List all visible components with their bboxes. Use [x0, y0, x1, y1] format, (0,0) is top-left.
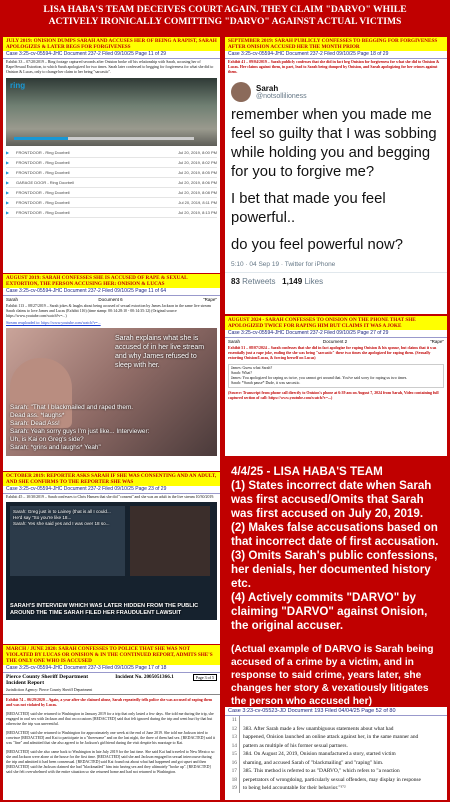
line-text: happened, Onision launched an online attack against her, in the same manner and [243, 734, 419, 740]
case-citation: Case 3:25-cv-05594-JHC Document 237-2 Filed 09/10/25 Page 11 of 29 [3, 51, 220, 59]
ring-event-date: Jul 20, 2019, 8:05 PM [178, 170, 217, 175]
transcript-line: James: You apologized for raping us twice, you cannot get around that. You've said sorry for raping us two times. [231, 376, 408, 380]
tweet-text-2: I bet that made you feel powerful.. [231, 191, 386, 226]
summary-heading: 4/4/25 - LISA HABA'S TEAM [231, 465, 383, 478]
report-paragraph: [REDACTED] said she returned to Washington for approximately one week at the end of June 2019. She told me Jackson tried to convince [REDACTED] and Kai to participate in a "threesome" and on the last night, the three of them had sex. [REDACTED] said it was "fine" and admitted that she also agreed to be Jackson's girlfriend during the visit despite his marriage to Kai. [6, 731, 216, 745]
filing-line [225, 776, 447, 785]
filing-line [225, 759, 447, 768]
case-citation: Case 3:25-cv-05594-JHC Document 237-2 Filed 09/10/25 Page 11 of 64 [3, 288, 220, 296]
summary-list [225, 463, 450, 635]
ring-camera-name: FRONTDOOR - Ring Doorbell [16, 170, 70, 175]
retweet-count: 83 [231, 277, 240, 286]
ring-event-date: Jul 20, 2019, 8:00 PM [178, 150, 217, 155]
filing-line [225, 716, 447, 725]
line-number: 15 [225, 750, 240, 759]
exhibit-text: Exhibit 33 – 07/20/2019 – Ring footage captured seconds after Onision broke off his relationship with Sarah, accusing her of Rape/Sexual Extortion, to which Sarah apologized for two times. Sarah later confessed to begging for forgiveness for what she did to Onision & Lucas, only to change her claim to her being "sarcastic". [6, 60, 214, 74]
ring-camera-frame [6, 78, 217, 146]
row-term: "Rape" [430, 339, 444, 344]
exhibit-text: Exhibit 41 – 09/04/2019 – Sarah publicly confesses that she did in fact beg Onision for forgiveness for what she did to Onision & Lucas. Her claims against them, in part, lead to Sarah being dumped by Onision, and Sarah apologizing for her crimes against them. [228, 60, 440, 74]
line-number: 18 [225, 776, 240, 785]
document-row [225, 338, 447, 345]
page-title [0, 0, 450, 36]
exhibit-text: Exhibit 45 – 10/30/2019 – Sarah confesses to Chris Hansen that she did "consent" and she was an adult in the live stream 10/30/2019. [6, 495, 215, 499]
video-progress-bar[interactable] [14, 137, 194, 140]
filing-lines [225, 716, 447, 793]
panel-header: JULY 2019: ONISION DUMPS SARAH AND ACCUSES HER OF BEING A RAPIST, SARAH APOLOGIZES & LATER BEGS FOR FORGIVENESS [3, 37, 220, 51]
title-line-2: ACTIVELY IRONICALLY COMITTING "DARVO" AGAINST ACTUAL VICTIMS [48, 16, 402, 27]
transcript-line: Sarah: *Sarah pause* Dude, it was sarcastic. [231, 381, 301, 385]
call-transcript [228, 364, 444, 388]
ring-event-row[interactable] [6, 158, 217, 168]
panel-header: OCTOBER 2019: REPORTER ASKS SARAH IF SHE WAS CONSENTING AND AN ADULT, AND SHE CONFIRMS TO THE REPORTER SHE WAS [3, 472, 220, 486]
agency-line: Jurisdiction Agency: Pierce County Sheriff Department [3, 687, 220, 695]
transcript-line: James: Guess what Sarah? [231, 366, 273, 370]
filing-line [225, 725, 447, 734]
play-icon: ▶ [6, 160, 10, 165]
line-text: 384. On August 24, 2019, Onision manufactured a story, started victim [243, 751, 396, 757]
tweet-handle[interactable]: @notsollilioness [256, 93, 307, 100]
case-citation: Case 3:25-cv-05594-JHC Document 237-2 Filed 09/10/25 Page 27 of 29 [225, 330, 447, 338]
ring-event-list [6, 148, 217, 218]
livestream-frame [6, 328, 217, 456]
line-number: 19 [225, 784, 240, 793]
summary-point: (3) Omits Sarah's public confessions, her denials, her documented history etc. [231, 549, 438, 590]
ring-event-row[interactable] [6, 148, 217, 158]
filing-line [225, 733, 447, 742]
line-text: perpetrators of wrongdoing, particularly sexual offenders, may display in response [243, 776, 421, 783]
panel-march-june-2020 [3, 645, 220, 800]
ring-camera-name: GARAGE DOOR - Ring Doorbell [16, 180, 75, 185]
avatar[interactable] [231, 82, 251, 102]
ring-camera-name: FRONTDOOR - Ring Doorbell [16, 200, 70, 205]
row-name: Sarah [228, 339, 241, 344]
case-citation: Case 3:25-cv-05594-JHC Document 237-3 Filed 09/10/25 Page 17 of 18 [3, 665, 220, 673]
panel-august-2024 [225, 316, 447, 456]
play-icon: ▶ [6, 190, 10, 195]
case-citation: Case 3:23-cv-05523-JD Document 193 Filed 04/04/25 Page 52 of 80 [225, 707, 447, 716]
document-row [3, 296, 220, 303]
darvo-definition: (Actual example of DARVO is Sarah being accused of a crime by a victim, and in response to said crime, years later, she changes her story & vexatiously litigates the person who accused her) [231, 644, 434, 707]
ring-event-date: Jul 20, 2019, 8:08 PM [178, 190, 217, 195]
ring-event-row[interactable] [6, 198, 217, 208]
ring-event-date: Jul 20, 2019, 8:13 PM [178, 210, 217, 215]
tweet-text-3: do you feel powerful now? [231, 237, 403, 253]
report-title: Pierce County Sheriff Department Incident Report [6, 674, 89, 686]
line-number: 13 [225, 733, 240, 742]
tweet-author [225, 76, 447, 106]
court-filing-excerpt [225, 707, 447, 800]
report-paragraph: [REDACTED] said she returned to Washington in January 2019 for a trip that only lasted a few days. She told me during the trip, she engaged in oral sex with Jackson and that on occasions [REDACTED] said that felt ignored during the trip and went hurt by that but otherwise the trip was uneventful. [6, 712, 214, 726]
ring-event-row[interactable] [6, 178, 217, 188]
interview-caption: SARAH'S INTERVIEW WHICH WAS LATER HIDDEN FROM THE PUBLIC AROUND THE TIME SARAH FILED HER FRAUDULENT LAWSUIT [10, 603, 199, 616]
line-number: 17 [225, 767, 240, 776]
report-header [3, 673, 220, 687]
ring-event-date: Jul 20, 2019, 8:02 PM [178, 160, 217, 165]
ring-camera-name: FRONTDOOR - Ring Doorbell [16, 150, 70, 155]
video-progress-fill [14, 137, 68, 140]
panel-header: AUGUST 2024 - SARAH CONFESSES TO ONISION ON THE PHONE THAT SHE APOLOGIZED TWICE FOR RAPING HIM BUT CLAIMS IT WAS A JOKE [225, 316, 447, 330]
video-inset-right [130, 506, 210, 576]
filing-line [225, 742, 447, 751]
exhibit-text: Exhibit 51 – 08/07/2024 – Sarah confesses that she did in fact apologize for raping Onision & his spouse, but claims that it was essentially just a rape joke, ending the she was being "sarcastic" these two times she apologized for raping them. (Sexually extorting Onision/Lucas, & forcing herself on Lucas) [228, 346, 437, 360]
line-text: shaming, and accused Sarah of "blackmailing" and "raping" him. [243, 759, 384, 766]
row-name: Sarah [6, 297, 19, 302]
summary-point: (1) States incorrect date when Sarah was first accused/Omits that Sarah was first accused on July 20, 2019. [231, 479, 432, 520]
row-doc: Document 6 [98, 297, 123, 302]
play-icon: ▶ [6, 200, 10, 205]
filing-line [225, 767, 447, 776]
page-label: Page 3 of 5 [193, 674, 217, 681]
line-text: 383. After Sarah made a few unambiguous statements about what had [243, 725, 394, 732]
ring-event-row[interactable] [6, 188, 217, 198]
tweet-stats [225, 273, 447, 290]
summary-point: (2) Makes false accusations based on that incorrect date of first accusation. [231, 521, 439, 548]
overlay-explanation: Sarah explains what she is accused of in her live stream and why James refused to sleep with her. [115, 335, 205, 369]
filing-line [225, 784, 447, 793]
play-icon: ▶ [6, 210, 10, 215]
ring-logo: ring [10, 81, 26, 90]
ring-event-date: Jul 20, 2019, 8:11 PM [178, 200, 217, 205]
play-icon: ▶ [6, 170, 10, 175]
line-number: 11 [225, 716, 240, 725]
ring-footage-image [6, 78, 217, 146]
ring-camera-name: FRONTDOOR - Ring Doorbell [16, 210, 70, 215]
panel-header: AUGUST 2019: SARAH CONFESSES SHE IS ACCUSED OF RAPE & SEXUAL EXTORTION, THE PERSON ACCUSING HER: ONISION & LUCAS [3, 274, 220, 288]
video-dialog: Sarah: Greg just in to Lainey (that is all I could... He'd say "So you're like 18... Sarah: Yes she said yes and I was over 18 so... [13, 509, 111, 526]
source-note: (Source: Transcript from phone call directly to Onision's phone at 6:39 am on August 7, 2024 from Sarah, Video containing full captured section of call: https://www.youtube.com/watch?v=...) [228, 391, 439, 400]
ring-camera-name: FRONTDOOR - Ring Doorbell [16, 160, 70, 165]
play-icon: ▶ [6, 150, 10, 155]
panel-september-2019 [225, 37, 447, 314]
report-paragraph: Exhibit 74 – 06/29/2020 – Again, a year after she claimed abuse, Sarah repeatedly tells police she was accused of raping them and was not violated by Lucas. [6, 698, 213, 707]
line-number: 14 [225, 742, 240, 751]
filing-line [225, 750, 447, 759]
like-count: 1,149 [282, 277, 303, 286]
panel-october-2019 [3, 472, 220, 644]
panel-july-2019 [3, 37, 220, 273]
row-term: "Rape" [203, 297, 217, 302]
report-paragraph: [REDACTED] said she also came back to Washington in late July 2019 for the last time. She said Kai had traveled to New Mexico so she and Jackson were alone at the house for the first time. [REDACTED] said she and Jackson engaged in sexual intercourse during the trip and admitted it had been consensual. [REDACTED] said Kai found out about what had happened and got upset and then [REDACTED] said the Jackson claimed she had "blackmailed" him into having sex and they ultimately "broke up". [REDACTED] said she felt overwhelmed with the entire situation so she returned home and had not returned to Washington. [6, 750, 215, 774]
summary-point: (4) Actively commits "DARVO" by claiming "DARVO" against Onision, the original accuser. [231, 591, 428, 632]
line-text: 385. This method is referred to as "DARVO," which refers to "a reaction [243, 768, 400, 774]
panel-august-2019 [3, 274, 220, 471]
title-line-1: LISA HABA'S TEAM DECEIVES COURT AGAIN. THEY CLAIM "DARVO" WHILE [43, 4, 407, 15]
panel-header: SEPTEMBER 2019: SARAH PUBLICLY CONFESSES TO BEGGING FOR FORGIVENESS AFTER ONISION ACCUSED HER THE MONTH PRIOR [225, 37, 447, 51]
tweet-text-1: remember when you made me feel so guilty that I was sobbing while holding you and begging for you to forgive me? [231, 107, 437, 180]
row-doc: Document 2 [322, 339, 348, 344]
ring-event-row[interactable] [6, 208, 217, 218]
stream-link[interactable]: Stream reuploaded to: https://www.youtube.com/watch?v=... [6, 321, 101, 325]
ring-camera-name: FRONTDOOR - Ring Doorbell [16, 190, 70, 195]
incident-number: Incident No. 2005051366.1 [115, 674, 174, 680]
like-label[interactable]: Likes [304, 277, 324, 286]
overlay-quote: Sarah: "That I blackmailed and raped them. Dead ass. *laughs* Sarah: Dead Ass! Sarah: Yeah sorry guys I'm just like... Interviewer: Uh, is Kai on Greg's side? Sarah: *grins and laughs* Yeah" [10, 404, 150, 451]
interview-video-frame [6, 502, 217, 620]
line-text: to being held accountable for their behavior."¹⁷² [243, 785, 346, 791]
case-citation: Case 3:25-cv-05594-JHC Document 237-2 Filed 09/10/25 Page 18 of 29 [225, 51, 447, 59]
line-number: 16 [225, 759, 240, 768]
report-body [3, 697, 220, 776]
transcript-line: Sarah: What? [231, 371, 252, 375]
ring-event-row[interactable] [6, 168, 217, 178]
ring-event-date: Jul 20, 2019, 8:06 PM [178, 180, 217, 185]
line-text: pattern as multiple of his former sexual partners. [243, 742, 348, 749]
retweet-label[interactable]: Retweets [242, 277, 276, 286]
tweet-meta: 5:10 · 04 Sep 19 · Twitter for iPhone [225, 255, 447, 273]
video-inset-left [10, 506, 125, 576]
case-citation: Case 3:25-cv-05594-JHC Document 237-2 Filed 09/10/25 Page 23 of 29 [3, 486, 220, 494]
line-number: 12 [225, 725, 240, 734]
play-icon: ▶ [6, 180, 10, 185]
panel-header: MARCH / JUNE 2020: SARAH CONFESSES TO POLICE THAT SHE WAS NOT VIOLATED BY LUCAS OR ONISION & IN THE CONTINUED REPORT, ADMITS SHE'S THE ONLY ONE WHO IS ACCUSED [3, 645, 220, 665]
tweet-name: Sarah [256, 84, 279, 93]
exhibit-text: Exhibit 113 – 08/27/2019 – Sarah jokes & laughs about being accused of sexual extortion by James Jackson in the same live stream Sarah claims to love James and Lucas (Exhibit 116) (time stamp: 00:14:28:10 - 00:14:35:12) (Original source https://www.youtube.com/watch?v=...) [6, 304, 211, 318]
